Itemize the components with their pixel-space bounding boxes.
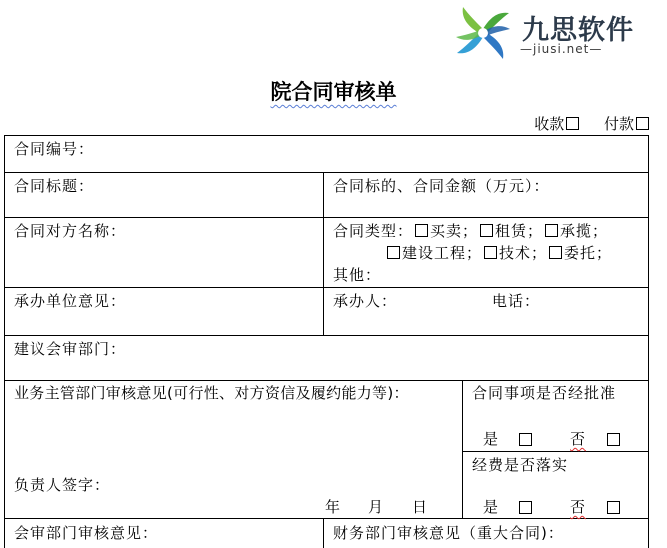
funding-question: 经费是否落实 xyxy=(472,456,569,474)
checkbox-icon[interactable] xyxy=(480,224,493,237)
suggested-departments-label: 建议会审部门： xyxy=(14,340,127,358)
contract-number-label: 合同编号： xyxy=(14,140,95,158)
counterparty-label: 合同对方名称： xyxy=(14,222,127,240)
funding-no: 否 xyxy=(570,498,587,516)
funding-yes-checkbox[interactable] xyxy=(519,501,532,514)
signature-label: 负责人签字： xyxy=(14,476,111,494)
approval-yes: 是 xyxy=(483,430,500,448)
pinwheel-logo-icon xyxy=(452,2,514,64)
handler-label: 承办人： xyxy=(333,292,398,310)
finance-review-label: 财务部门审核意见（重大合同)： xyxy=(333,524,564,542)
logo-name: 九思软件 xyxy=(522,15,634,46)
checkbox-icon[interactable] xyxy=(545,224,558,237)
approval-no-checkbox[interactable] xyxy=(607,433,620,446)
form-title: 院合同审核单 xyxy=(270,79,397,104)
checkbox-icon[interactable] xyxy=(549,246,562,259)
type-option-commission: 委托； xyxy=(564,244,613,262)
type-option-sale: 买卖； xyxy=(430,222,479,240)
undertaking-unit-label: 承办单位意见： xyxy=(14,292,127,310)
checkbox-icon[interactable] xyxy=(636,117,649,130)
approval-question: 合同事项是否经批准 xyxy=(472,384,617,402)
type-option-technology: 技术； xyxy=(499,244,548,262)
date-day: 日 xyxy=(412,498,429,516)
funding-no-checkbox[interactable] xyxy=(607,501,620,514)
type-option-contracting: 承揽； xyxy=(560,222,609,240)
date-year: 年 xyxy=(325,498,342,516)
jiusi-logo xyxy=(452,2,662,64)
approval-no: 否 xyxy=(570,430,587,448)
checkbox-icon[interactable] xyxy=(484,246,497,259)
payment-option[interactable]: 付款 xyxy=(604,115,651,133)
payment-direction xyxy=(516,113,651,134)
contract-type-label: 合同类型： xyxy=(333,222,414,240)
type-option-lease: 租赁； xyxy=(495,222,544,240)
contract-amount-label: 合同标的、合同金额（万元）： xyxy=(333,177,550,195)
checkbox-icon[interactable] xyxy=(415,224,428,237)
checkbox-icon[interactable] xyxy=(566,117,579,130)
receipt-option[interactable]: 收款 xyxy=(534,115,581,133)
phone-label: 电话： xyxy=(492,292,541,310)
contract-type-line1 xyxy=(333,222,608,240)
contract-subject-label: 合同标题： xyxy=(14,177,95,195)
checkbox-icon[interactable] xyxy=(387,246,400,259)
contract-type-line2 xyxy=(385,244,612,262)
approval-yes-checkbox[interactable] xyxy=(519,433,532,446)
logo-url: —jiusi.net— xyxy=(520,42,603,56)
type-option-construction: 建设工程； xyxy=(402,244,483,262)
joint-review-label: 会审部门审核意见： xyxy=(14,524,159,542)
funding-yes: 是 xyxy=(483,498,500,516)
type-option-other: 其他： xyxy=(333,266,382,284)
date-month: 月 xyxy=(368,498,385,516)
business-review-label: 业务主管部门审核意见(可行性、对方资信及履约能力等)： xyxy=(14,384,409,402)
